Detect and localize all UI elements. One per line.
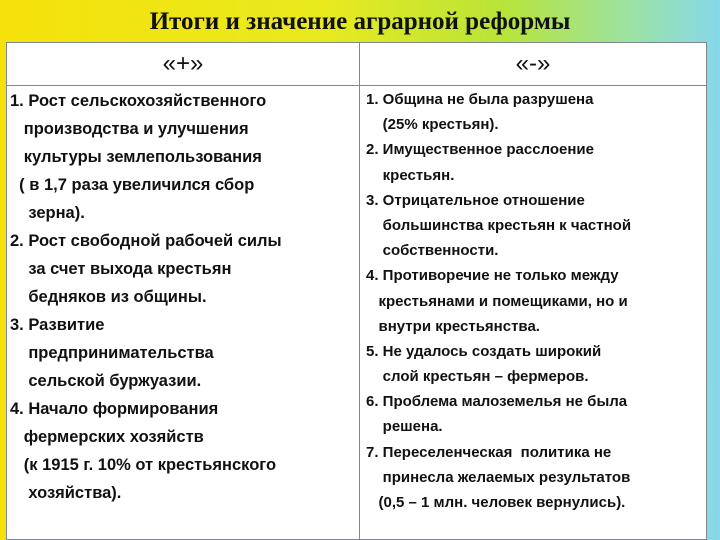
negative-results-column [366, 87, 704, 515]
negative-line: слой крестьян – фермеров. [366, 368, 589, 386]
negative-line: 6. Проблема малоземелья не была [366, 393, 628, 411]
positive-line: зерна). [10, 204, 85, 222]
negative-line: 2. Имущественное расслоение [366, 141, 594, 159]
positive-line: ( в 1,7 раза увеличился сбор [10, 176, 255, 194]
negative-line: большинства крестьян к частной [366, 216, 632, 234]
positive-line: 3. Развитие [10, 316, 105, 334]
negative-line: принесла желаемых результатов [366, 468, 631, 486]
negative-line: 4. Противоречие не только между [366, 267, 619, 285]
negative-line: (0,5 – 1 млн. человек вернулись). [366, 494, 626, 511]
positive-line: предпринимательства [10, 344, 214, 362]
negative-line: внутри крестьянства. [366, 317, 540, 335]
table-header-row [7, 43, 706, 86]
positive-line: хозяйства). [10, 484, 122, 502]
positive-line: бедняков из общины. [10, 288, 207, 306]
negative-line: решена. [366, 418, 443, 436]
positive-results-column [10, 87, 355, 507]
negative-line: 7. Переселенческая политика не [366, 443, 612, 461]
negative-line: крестьянами и помещиками, но и [366, 292, 628, 310]
slide-title: Итоги и значение аграрной реформы [149, 8, 571, 35]
results-table [6, 42, 707, 540]
positive-line: сельской буржуазии. [10, 372, 202, 390]
negative-line: 5. Не удалось создать широкий [366, 342, 602, 360]
negative-line: 1. Община не была разрушена [366, 91, 594, 108]
positive-line: 4. Начало формирования [10, 400, 219, 418]
negative-line: собственности. [366, 242, 499, 260]
negative-line: 3. Отрицательное отношение [366, 191, 585, 209]
negative-line: крестьян. [366, 166, 455, 184]
negative-line: (25% крестьян). [366, 116, 499, 134]
positive-line: за счет выхода крестьян [10, 260, 232, 278]
positive-line: 2. Рост свободной рабочей силы [10, 232, 282, 250]
positive-line: (к 1915 г. 10% от крестьянского [10, 456, 277, 474]
positive-line: производства и улучшения [10, 120, 249, 138]
positive-line: фермерских хозяйств [10, 428, 204, 446]
header-minus: «-» [515, 50, 551, 77]
header-plus: «+» [162, 50, 204, 77]
positive-line: 1. Рост сельскохозяйственного [10, 92, 267, 110]
positive-line: культуры землепользования [10, 148, 262, 166]
column-divider [359, 43, 360, 539]
